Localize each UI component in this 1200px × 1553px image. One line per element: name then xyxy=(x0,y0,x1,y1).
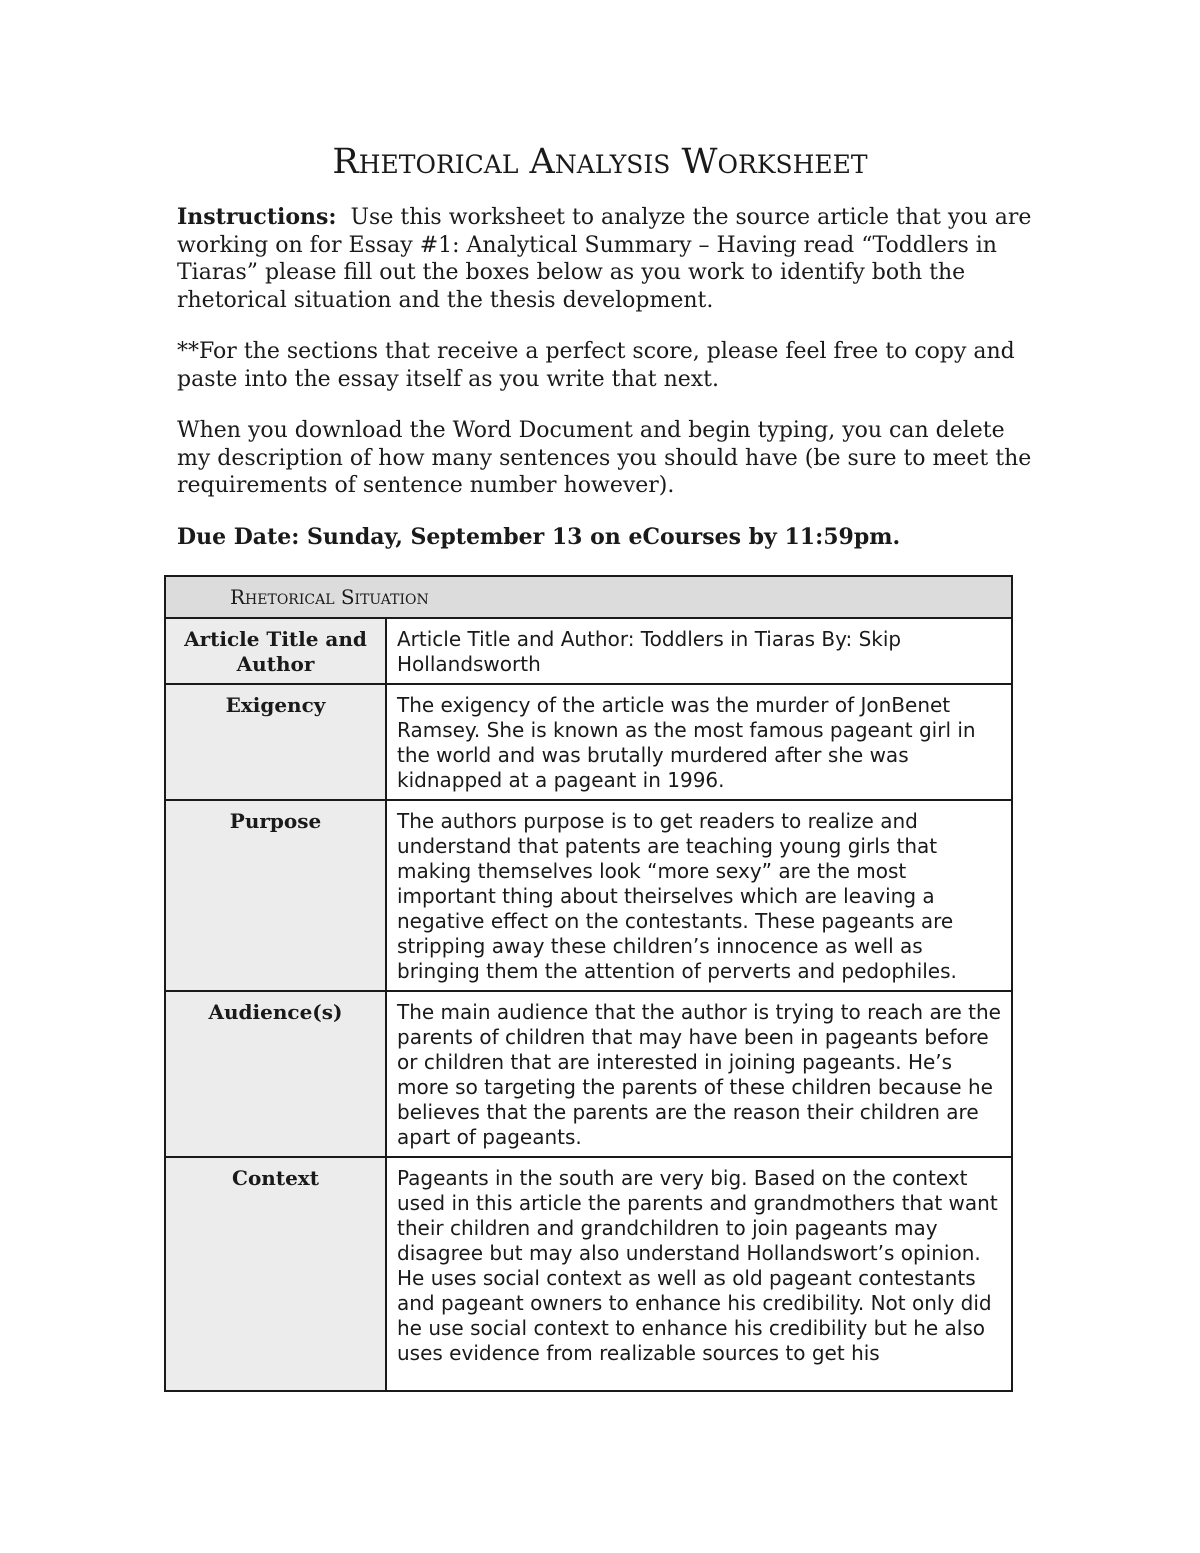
table-row xyxy=(165,684,1012,800)
instructions-paragraph xyxy=(177,204,1037,314)
row-value-context: Pageants in the south are very big. Based on the context used in this article the parents and grandmothers that want their children and grandchildren to join pageants may disagree but may also understand Hollandswort’s opinion. He uses social context as well as old pageant contestants and pageant owners to enhance his credibility. Not only did he use social context to enhance his credibility but he also uses evidence from realizable sources to get his xyxy=(397,1166,998,1365)
row-value-title-author[interactable]: Article Title and Author: Toddlers in Tiaras By: Skip Hollandsworth xyxy=(386,618,1012,684)
copy-note-paragraph: **For the sections that receive a perfect score, please feel free to copy and paste into the essay itself as you write that next. xyxy=(177,339,1015,392)
table-header-row xyxy=(165,576,1012,618)
row-value-audience[interactable]: The main audience that the author is trying to reach are the parents of children that may have been in pageants before or children that are interested in joining pageants. He’s more so targeting the parents of these children because he believes that the parents are the reason their children are apart of pageants. xyxy=(386,991,1012,1157)
row-value-exigency[interactable]: The exigency of the article was the murder of JonBenet Ramsey. She is known as the most famous pageant girl in the world and was brutally murdered after she was kidnapped at a pageant in 1996. xyxy=(386,684,1012,800)
section-heading: Rhetorical Situation xyxy=(165,576,1012,618)
row-label-context: Context xyxy=(165,1157,386,1391)
row-label-purpose: Purpose xyxy=(165,800,386,991)
table-row xyxy=(165,991,1012,1157)
table-row xyxy=(165,618,1012,684)
row-label-exigency: Exigency xyxy=(165,684,386,800)
row-value-purpose[interactable]: The authors purpose is to get readers to realize and understand that patents are teaching young girls that making themselves look “more sexy” are the most important thing about theirselves which are leaving a negative effect on the contestants. These pageants are stripping away these children’s innocence as well as bringing them the attention of perverts and pedophiles. xyxy=(386,800,1012,991)
row-label-title-author: Article Title and Author xyxy=(165,618,386,684)
row-label-audience: Audience(s) xyxy=(165,991,386,1157)
row-value-context-cell[interactable] xyxy=(386,1157,1012,1391)
instructions-text: Use this worksheet to analyze the source article that you are working on for Essay #1: Analytical Summary – Having read “Toddlers in Tiaras” please fill out the boxes below as you work to identify both the rhetorical situation and the thesis development. xyxy=(177,205,1032,313)
table-row xyxy=(165,800,1012,991)
due-date: Due Date: Sunday, September 13 on eCourses by 11:59pm. xyxy=(177,523,901,550)
page-title: Rhetorical Analysis Worksheet xyxy=(332,142,868,182)
download-note-paragraph: When you download the Word Document and begin typing, you can delete my description of how many sentences you should have (be sure to meet the requirements of sentence number however). xyxy=(177,418,1032,498)
table-row xyxy=(165,1157,1012,1391)
intro-section xyxy=(177,204,1037,575)
instructions-label: Instructions: xyxy=(177,204,337,230)
rhetorical-situation-table xyxy=(164,575,1013,1392)
